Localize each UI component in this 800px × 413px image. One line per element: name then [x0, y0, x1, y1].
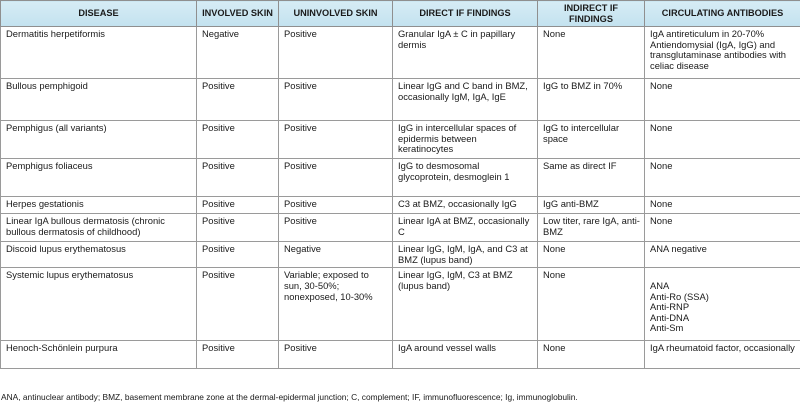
cell-indirect-if: Low titer, rare IgA, anti-BMZ: [538, 214, 645, 242]
cell-indirect-if: IgG to BMZ in 70%: [538, 79, 645, 121]
antibody-line: None: [650, 80, 673, 92]
header-involved-skin: INVOLVED SKIN: [197, 1, 279, 27]
cell-uninvolved-skin: Positive: [279, 27, 393, 79]
cell-direct-if: Linear IgG, IgM, C3 at BMZ (lupus band): [393, 268, 538, 341]
cell-uninvolved-skin: Positive: [279, 341, 393, 369]
antibody-line: Antiendomysial (IgA, IgG) and transglutaminase antibodies with celiac disease: [650, 38, 787, 71]
cell-uninvolved-skin: Positive: [279, 79, 393, 121]
cell-circulating-antibodies: [645, 197, 800, 214]
cell-indirect-if: None: [538, 27, 645, 79]
cell-disease: Bullous pemphigoid: [1, 79, 197, 121]
cell-disease: Dermatitis herpetiformis: [1, 27, 197, 79]
header-direct-if: DIRECT IF FINDINGS: [393, 1, 538, 27]
cell-involved-skin: Positive: [197, 268, 279, 341]
cell-direct-if: IgG to desmosomal glycoprotein, desmoglein 1: [393, 159, 538, 197]
header-uninvolved-skin: UNINVOLVED SKIN: [279, 1, 393, 27]
cell-direct-if: Granular IgA ± C in papillary dermis: [393, 27, 538, 79]
header-circulating-antibodies: CIRCULATING ANTIBODIES: [645, 1, 800, 27]
cell-disease: Linear IgA bullous dermatosis (chronic bullous dermatosis of childhood): [1, 214, 197, 242]
cell-direct-if: Linear IgG, IgM, IgA, and C3 at BMZ (lupus band): [393, 242, 538, 268]
cell-involved-skin: Positive: [197, 159, 279, 197]
cell-involved-skin: Positive: [197, 341, 279, 369]
header-row: [1, 1, 800, 27]
cell-indirect-if: None: [538, 242, 645, 268]
cell-disease: Pemphigus foliaceus: [1, 159, 197, 197]
cell-circulating-antibodies: [645, 242, 800, 268]
cell-involved-skin: Positive: [197, 79, 279, 121]
cell-circulating-antibodies: [645, 341, 800, 369]
cell-direct-if: Linear IgG and C band in BMZ, occasionally IgM, IgA, IgE: [393, 79, 538, 121]
antibody-line: ANA: [650, 279, 670, 291]
cell-involved-skin: Positive: [197, 121, 279, 159]
table-row: [1, 214, 800, 242]
cell-involved-skin: Negative: [197, 27, 279, 79]
table-row: [1, 268, 800, 341]
antibody-line: Anti-RNP: [650, 301, 690, 313]
cell-uninvolved-skin: Positive: [279, 121, 393, 159]
cell-direct-if: IgA around vessel walls: [393, 341, 538, 369]
antibody-line: Anti-DNA: [650, 311, 690, 323]
antibody-line: IgA rheumatoid factor, occasionally: [650, 342, 795, 354]
cell-uninvolved-skin: Negative: [279, 242, 393, 268]
table-body: [1, 27, 800, 369]
antibody-line: Anti-Ro (SSA): [650, 290, 709, 302]
cell-uninvolved-skin: Positive: [279, 214, 393, 242]
table-row: [1, 27, 800, 79]
cell-indirect-if: IgG to intercellular space: [538, 121, 645, 159]
cell-circulating-antibodies: [645, 159, 800, 197]
cell-uninvolved-skin: Positive: [279, 159, 393, 197]
cell-uninvolved-skin: Positive: [279, 197, 393, 214]
antibody-line: None: [650, 215, 673, 227]
cell-circulating-antibodies: [645, 214, 800, 242]
cell-involved-skin: Positive: [197, 214, 279, 242]
table-row: [1, 197, 800, 214]
cell-indirect-if: None: [538, 341, 645, 369]
table-row: [1, 159, 800, 197]
cell-direct-if: IgG in intercellular spaces of epidermis between keratinocytes: [393, 121, 538, 159]
table-row: [1, 121, 800, 159]
cell-involved-skin: Positive: [197, 197, 279, 214]
cell-indirect-if: IgG anti-BMZ: [538, 197, 645, 214]
cell-direct-if: Linear IgA at BMZ, occasionally C: [393, 214, 538, 242]
cell-circulating-antibodies: [645, 79, 800, 121]
cell-direct-if: C3 at BMZ, occasionally IgG: [393, 197, 538, 214]
table-row: [1, 79, 800, 121]
cell-involved-skin: Positive: [197, 242, 279, 268]
cell-disease: Discoid lupus erythematosus: [1, 242, 197, 268]
antibody-line: None: [650, 122, 673, 134]
cell-disease: Henoch-Schönlein purpura: [1, 341, 197, 369]
cell-disease: Systemic lupus erythematosus: [1, 268, 197, 341]
antibody-line: None: [650, 160, 673, 172]
cell-disease: Herpes gestationis: [1, 197, 197, 214]
table-row: [1, 341, 800, 369]
header-disease: DISEASE: [1, 1, 197, 27]
table-footnote: ANA, antinuclear antibody; BMZ, basement membrane zone at the dermal-epidermal junction; C, complement; IF, immunofluorescence; Ig, immunoglobulin.: [1, 392, 578, 402]
antibody-line: Anti-Sm: [650, 322, 684, 334]
antibody-line: [650, 270, 796, 281]
antibody-line: IgA antireticulum in 20-70%: [650, 28, 765, 40]
header-indirect-if: INDIRECT IF FINDINGS: [538, 1, 645, 27]
cell-circulating-antibodies: [645, 268, 800, 341]
antibody-line: None: [650, 198, 673, 210]
cell-disease: Pemphigus (all variants): [1, 121, 197, 159]
table-row: [1, 242, 800, 268]
cell-uninvolved-skin: Variable; exposed to sun, 30-50%; nonexposed, 10-30%: [279, 268, 393, 341]
antibody-line: ANA negative: [650, 243, 707, 255]
cell-indirect-if: None: [538, 268, 645, 341]
cell-indirect-if: Same as direct IF: [538, 159, 645, 197]
cell-circulating-antibodies: [645, 27, 800, 79]
cell-circulating-antibodies: [645, 121, 800, 159]
